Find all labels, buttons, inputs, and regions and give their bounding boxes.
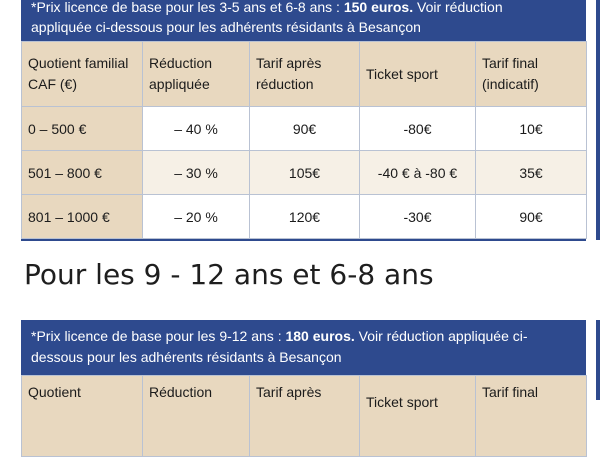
cell-ticket-sport: -80€ (360, 107, 476, 151)
table-block-9-12 (21, 320, 586, 457)
cell-tarif-apres: 105€ (250, 151, 360, 195)
cell-ticket-sport: -40 € à -80 € (360, 151, 476, 195)
col-header-quotient: Quotient (22, 376, 143, 457)
cell-reduction: – 20 % (143, 195, 250, 239)
licence-price-banner (21, 0, 586, 41)
cell-reduction: – 30 % (143, 151, 250, 195)
banner-text-rest: Voir réduction appliquée ci-dessous pour les adhérents résidants à Besançon (31, 328, 528, 365)
table-row (22, 151, 587, 195)
table-header-row (22, 376, 587, 457)
cell-tarif-final: 35€ (476, 151, 587, 195)
tarif-table (21, 41, 587, 239)
right-edge-rule (596, 0, 600, 240)
cell-quotient: 0 – 500 € (22, 107, 143, 151)
col-header-tarif-apres: Tarif après réduction (250, 42, 360, 107)
cell-reduction: – 40 % (143, 107, 250, 151)
table-row (22, 195, 587, 239)
cell-quotient: 801 – 1000 € (22, 195, 143, 239)
col-header-tarif-final: Tarif final (476, 376, 587, 457)
banner-text: *Prix licence de base pour les 3-5 ans et 6-8 ans : (31, 0, 340, 15)
right-edge-rule (596, 320, 600, 400)
col-header-quotient: Quotient familial CAF (€) (22, 42, 143, 107)
col-header-ticket-sport: Ticket sport (360, 376, 476, 457)
banner-price: 180 euros. (285, 328, 355, 344)
banner-text: *Prix licence de base pour les 9-12 ans : (31, 328, 286, 344)
col-header-reduction: Réduction (143, 376, 250, 457)
cell-tarif-final: 10€ (476, 107, 587, 151)
licence-price-banner (21, 320, 586, 375)
cell-ticket-sport: -30€ (360, 195, 476, 239)
table-block-3-8 (21, 0, 586, 241)
col-header-reduction: Réduction appliquée (143, 42, 250, 107)
banner-text-line2: appliquée ci-dessous pour les adhérents résidants à Besançon (31, 19, 421, 35)
banner-text-rest: Voir réduction (413, 0, 503, 15)
banner-price: 150 euros. (343, 0, 414, 15)
table-header-row (22, 42, 587, 107)
cell-tarif-apres: 90€ (250, 107, 360, 151)
col-header-tarif-apres: Tarif après (250, 376, 360, 457)
table-row (22, 107, 587, 151)
col-header-tarif-final: Tarif final (indicatif) (476, 42, 587, 107)
section-title: Pour les 9 - 12 ans et 6-8 ans (24, 258, 434, 291)
tarif-table (21, 375, 587, 457)
cell-tarif-final: 90€ (476, 195, 587, 239)
col-header-ticket-sport: Ticket sport (360, 42, 476, 107)
cell-quotient: 501 – 800 € (22, 151, 143, 195)
cell-tarif-apres: 120€ (250, 195, 360, 239)
